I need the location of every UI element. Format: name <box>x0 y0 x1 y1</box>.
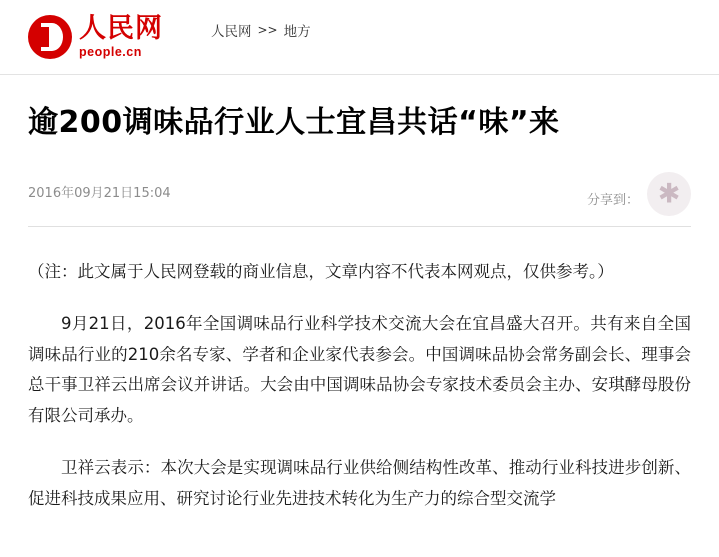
page-title: 逾200调味品行业人士宜昌共话“味”来 <box>28 105 560 140</box>
title-section <box>0 75 719 144</box>
person-circle-icon[interactable] <box>647 172 691 216</box>
site-logo[interactable] <box>28 14 163 60</box>
article-body <box>0 227 719 515</box>
breadcrumb-separator: >> <box>257 23 278 37</box>
breadcrumb-item-home[interactable]: 人民网 <box>211 24 252 40</box>
article-paragraph-2: 卫祥云表示：本次大会是实现调味品行业供给侧结构性改革、推动行业科技进步创新、促进科技成果应用、研究讨论行业先进技术转化为生产力的综合型交流学 <box>28 458 691 508</box>
logo-chinese-name: 人民网 <box>79 13 163 45</box>
site-header <box>0 0 719 75</box>
share-label: 分享到： <box>586 193 639 208</box>
article-paragraph-note: （注：此文属于人民网登载的商业信息，文章内容不代表本网观点，仅供参考。） <box>28 261 614 281</box>
publish-date: 2016年09月21日15:04 <box>28 185 171 201</box>
logo-text <box>79 15 163 59</box>
breadcrumb-item-local[interactable]: 地方 <box>283 24 311 40</box>
people-cn-logo-icon <box>28 15 72 59</box>
article-meta-bar <box>28 170 691 227</box>
article-paragraph-1: 9月21日，2016年全国调味品行业科学技术交流大会在宜昌盛大召开。共有来自全国调味品行业的210余名专家、学者和企业家代表参会。中国调味品协会常务副会长、理事会总干事卫祥云出席会议并讲话。大会由中国调味品协会专家技术委员会主办、安琪酵母股份有限公司承办。 <box>28 314 691 425</box>
breadcrumb <box>211 20 311 40</box>
person-glyph: ✱ <box>657 178 681 209</box>
logo-english-name: people.cn <box>79 45 142 60</box>
share-section <box>587 170 691 214</box>
